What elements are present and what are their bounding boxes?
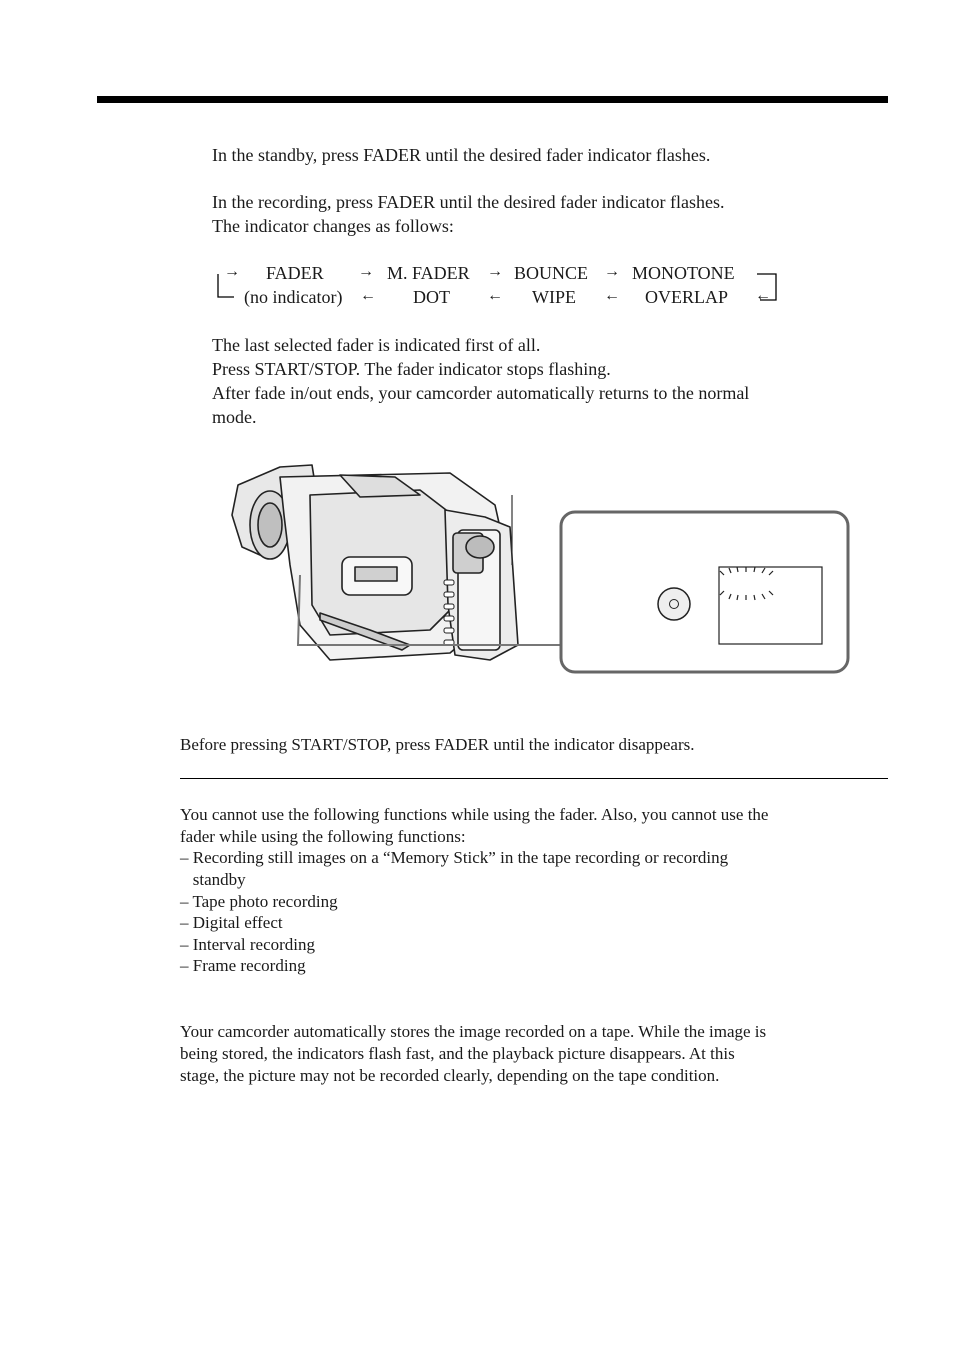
list-item: – Frame recording [180,956,306,975]
section-divider [180,778,888,779]
seq-monotone: MONOTONE [632,263,735,283]
seq-overlap: OVERLAP [645,287,729,307]
seq-wipe: WIPE [532,287,576,307]
playback-note-1: Your camcorder automatically stores the image recorded on a tape. While the image is [180,1022,767,1041]
press-start-stop-text: Press START/STOP. The fader indicator stops flashing. [212,359,611,379]
arrow-right-icon: → [358,263,374,280]
fade-ends-text: After fade in/out ends, your camcorder automatically returns to the normal [212,383,750,403]
arrow-left-icon: ← [604,287,620,304]
list-item: – Digital effect [180,913,283,932]
arrow-left-icon: ← [360,287,376,304]
seq-m-fader: M. FADER [387,263,470,283]
indicator-changes-text: The indicator changes as follows: [212,216,454,236]
fade-ends-text-cont: mode. [212,407,257,427]
list-item: standby [180,870,246,889]
seq-fader: FADER [266,263,324,283]
playback-note-3: stage, the picture may not be recorded clearly, depending on the tape condition. [180,1066,720,1085]
seq-bounce: BOUNCE [514,263,589,283]
last-selected-text: The last selected fader is indicated first of all. [212,335,541,355]
arrow-right-icon: → [224,263,240,280]
notes-intro-1: You cannot use the following functions while using the fader. Also, you cannot use the [180,805,769,824]
arrow-right-icon: → [487,263,503,280]
list-item: – Tape photo recording [180,892,338,911]
seq-no-indicator: (no indicator) [244,287,343,307]
notes-intro-2: fader while using the following functions: [180,827,466,846]
seq-dot: DOT [413,287,450,307]
list-item: – Interval recording [180,935,315,954]
recording-instruction: In the recording, press FADER until the desired fader indicator flashes. [212,192,725,212]
camcorder-illustration [220,455,860,680]
header-rule [97,96,888,103]
sequence-loop-lines [212,264,782,304]
cancel-fader-note: Before pressing START/STOP, press FADER until the indicator disappears. [180,735,695,754]
arrow-left-icon: ← [487,287,503,304]
standby-instruction: In the standby, press FADER until the desired fader indicator flashes. [212,145,711,165]
playback-note-2: being stored, the indicators flash fast, and the playback picture disappears. At this [180,1044,735,1063]
arrow-right-icon: → [604,263,620,280]
arrow-left-icon: ← [755,287,771,304]
list-item: – Recording still images on a “Memory Stick” in the tape recording or recording [180,848,729,867]
